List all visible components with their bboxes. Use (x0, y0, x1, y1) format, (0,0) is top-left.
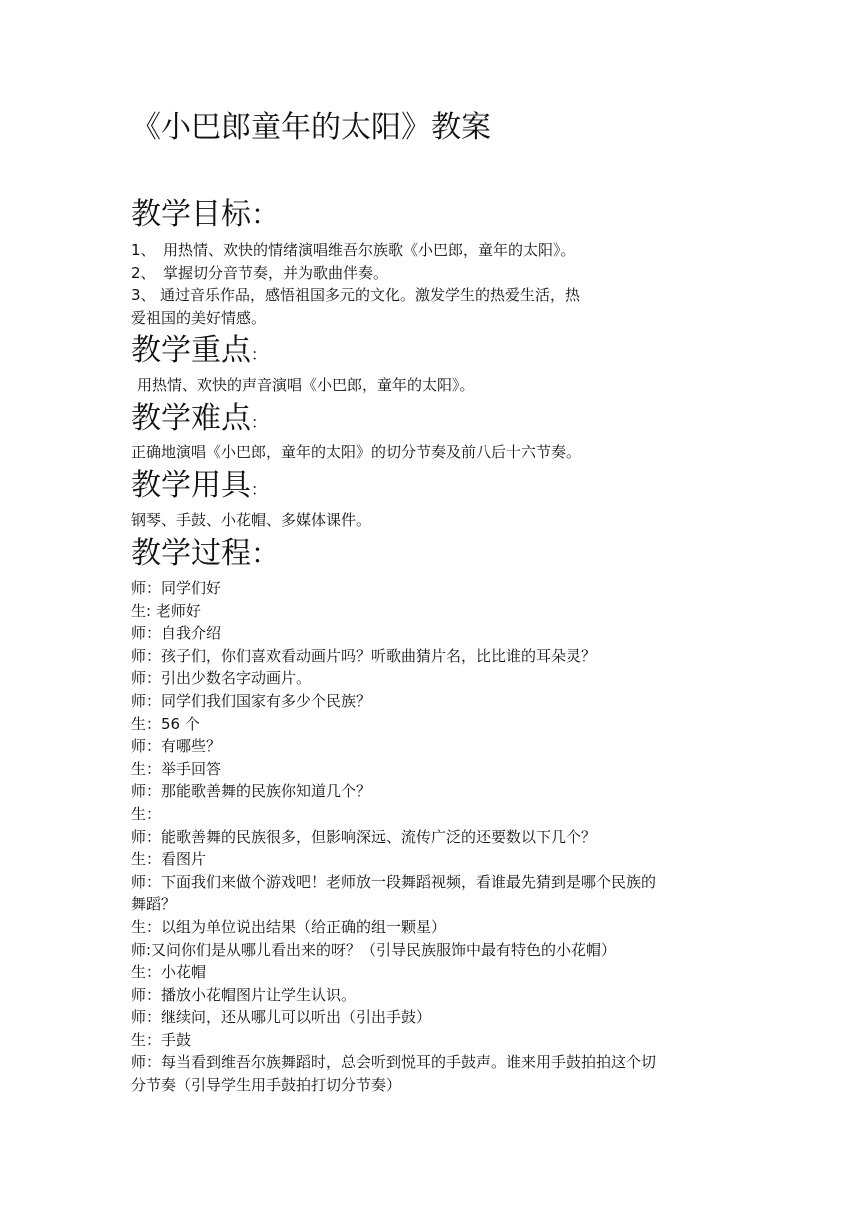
dialogue-line: 师：同学们我们国家有多少个民族？ (131, 691, 372, 710)
objective-item (131, 262, 751, 285)
tools-heading-colon: ： (251, 480, 268, 499)
objective-item (131, 284, 751, 307)
dialogue-line: 生：看图片 (131, 850, 207, 869)
difficulties-body (131, 441, 751, 464)
dialogue-line: 生：举手回答 (131, 759, 222, 778)
dialogue-line: 师:又问你们是从哪儿看出来的呀？（引导民族服饰中最有特色的小花帽） (131, 940, 617, 959)
tools-heading (131, 467, 267, 509)
key-points-body (137, 374, 757, 397)
dialogue-line: 师：下面我们来做个游戏吧！老师放一段舞蹈视频，看谁最先猜到是哪个民族的 (131, 872, 657, 891)
key-points-heading-text: 教学重点 (131, 333, 251, 368)
dialogue-line: 师：那能歌善舞的民族你知道几个？ (131, 782, 372, 801)
process-heading-text: 教学过程 (131, 536, 251, 571)
difficulties-heading-colon: ： (251, 413, 268, 432)
objectives-list (131, 239, 751, 329)
process-heading (131, 535, 279, 577)
objective-continuation: 爱祖国的美好情感。 (131, 308, 267, 327)
dialogue-line: 生：56 个 (131, 714, 200, 733)
tools-text: 钢琴、手鼓、小花帽、多媒体课件。 (131, 511, 372, 529)
key-points-heading (131, 332, 267, 374)
objectives-heading-text: 教学目标 (131, 197, 251, 232)
dialogue-line: 师：能歌善舞的民族很多，但影响深远、流传广泛的还要数以下几个？ (131, 827, 597, 846)
objective-text: 掌握切分音节奏，并为歌曲伴奏。 (163, 263, 389, 282)
process-heading-colon: ： (251, 537, 280, 570)
objective-number: 1、 (131, 241, 156, 259)
objective-text: 用热情、欢快的情绪演唱维吾尔族歌《小巴郎，童年的太阳》。 (163, 241, 576, 259)
dialogue-line: 师：有哪些？ (131, 737, 222, 756)
dialogue-line: 分节奏（引导学生用手鼓拍打切分节奏） (131, 1076, 402, 1095)
objective-number: 3、 (131, 286, 156, 305)
objective-number: 2、 (131, 263, 156, 282)
difficulties-heading (131, 400, 267, 442)
dialogue-line: 生：小花帽 (131, 963, 207, 982)
dialogue-line: 生: 老师好 (131, 601, 201, 620)
difficulties-text: 正确地演唱《小巴郎，童年的太阳》的切分节奏及前八后十六节奏。 (131, 443, 582, 461)
objective-item (131, 239, 751, 262)
objectives-heading (131, 196, 279, 238)
dialogue-line: 师：同学们好 (131, 579, 222, 597)
dialogue-line: 师：每当看到维吾尔族舞蹈时，总会听到悦耳的手鼓声。谁来用手鼓拍拍这个切 (131, 1053, 657, 1072)
key-points-heading-colon: ： (251, 345, 268, 364)
dialogue-line: 舞蹈？ (131, 895, 177, 914)
objective-text: 通过音乐作品，感悟祖国多元的文化。激发学生的热爱生活，热 (160, 286, 581, 305)
process-dialogue (131, 577, 751, 1097)
dialogue-line: 师：引出少数名字动画片。 (131, 669, 312, 688)
dialogue-line: 师：继续问，还从哪儿可以听出（引出手鼓） (131, 1008, 432, 1027)
dialogue-line: 生：以组为单位说出结果（给正确的组一颗星） (131, 917, 447, 936)
dialogue-line: 师：孩子们，你们喜欢看动画片吗？听歌曲猜片名，比比谁的耳朵灵？ (131, 646, 597, 665)
tools-heading-text: 教学用具 (131, 468, 251, 503)
difficulties-heading-text: 教学难点 (131, 401, 251, 436)
tools-body (131, 509, 751, 532)
dialogue-line: 师：自我介绍 (131, 624, 222, 643)
dialogue-line: 生： (131, 804, 162, 823)
document-title: 《小巴郎童年的太阳》教案 (131, 110, 491, 145)
dialogue-line: 生：手鼓 (131, 1030, 192, 1049)
key-points-text: 用热情、欢快的声音演唱《小巴郎，童年的太阳》。 (137, 376, 475, 394)
dialogue-line: 师：播放小花帽图片让学生认识。 (131, 985, 357, 1004)
objectives-heading-colon: ： (251, 198, 280, 231)
